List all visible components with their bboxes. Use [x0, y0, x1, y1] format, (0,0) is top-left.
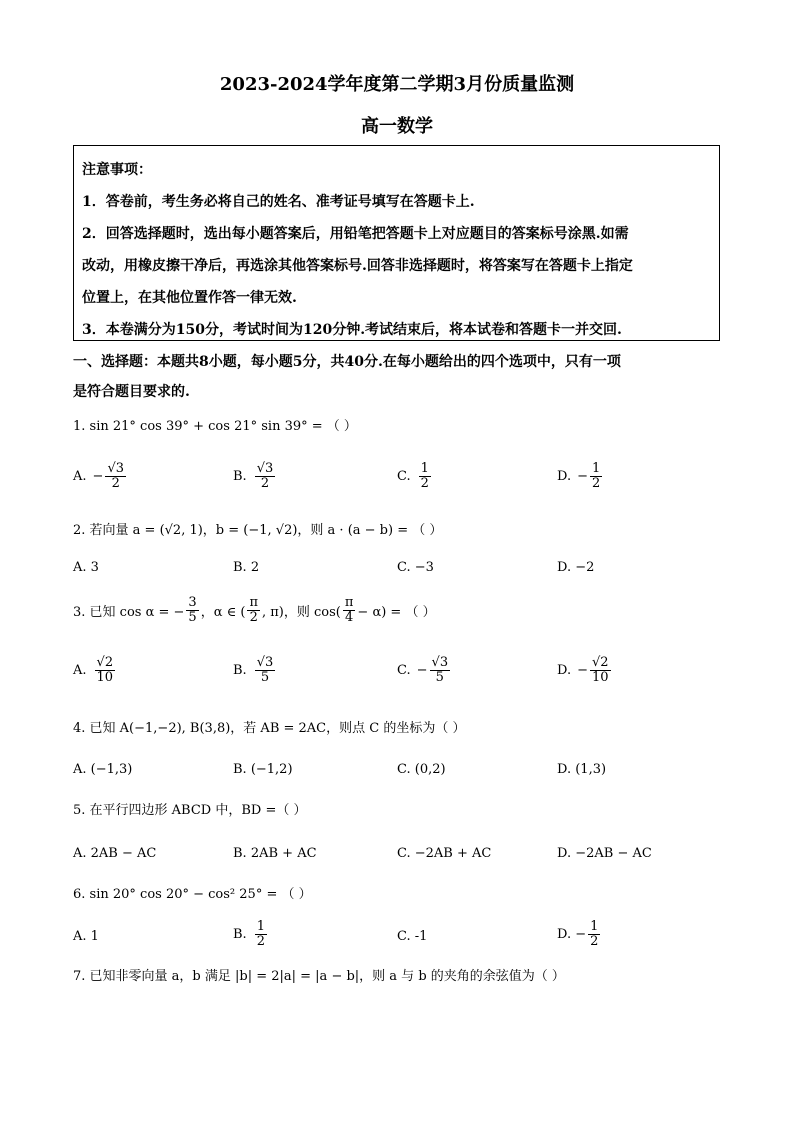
- q4-option-b: B. (−1,2): [233, 762, 293, 777]
- q6-option-d: D. − $\frac{1}{2}$: [557, 919, 599, 950]
- question-5: 5. 在平行四边形 ABCD 中，BD =（ ）: [73, 803, 307, 818]
- notice-item-1: 1．答卷前，考生务必将自己的姓名、准考证号填写在答题卡上.: [82, 194, 475, 210]
- q3-option-b: B. $\frac{√3}{5}$: [233, 655, 274, 686]
- q5-option-b: B. 2AB + AC: [233, 846, 317, 861]
- q3-option-c: C. − $\frac{√3}{5}$: [397, 655, 449, 686]
- section-1-line-2: 是符合题目要求的.: [73, 384, 190, 400]
- q2-option-a: A. 3: [73, 560, 99, 575]
- question-4: 4. 已知 A(−1,−2), B(3,8)，若 AB = 2AC，则点 C 的坐标为（ ）: [73, 721, 466, 736]
- question-3: 3. 已知 cos α = − $\frac{3}{5}$ ，α ∈ ( $\frac{\pi}{2}$ , π)，则 cos( $\frac{\pi}{4}$ − α) = （ ）: [73, 595, 436, 626]
- section-1-line-1: 一、选择题：本题共8小题，每小题5分，共40分.在每小题给出的四个选项中，只有一项: [73, 354, 621, 370]
- section-1-heading: [73, 347, 723, 407]
- q4-option-a: A. (−1,3): [73, 762, 133, 777]
- q3-option-a: A. $\frac{√2}{10}$: [73, 655, 114, 686]
- q1-option-c: C. $\frac{1}{2}$: [397, 461, 429, 492]
- q6-option-b: B. $\frac{1}{2}$: [233, 919, 265, 950]
- notice-item-2-end: 位置上，在其他位置作答一律无效.: [82, 290, 297, 306]
- q5-option-a: A. 2AB − AC: [73, 846, 157, 861]
- question-1: 1. sin 21° cos 39° + cos 21° sin 39° = （ ）: [73, 419, 357, 434]
- notice-item-2-cont: 改动，用橡皮擦干净后，再选涂其他答案标号.回答非选择题时，将答案写在答题卡上指定: [82, 258, 633, 274]
- q2-option-c: C. −3: [397, 560, 434, 575]
- q2-option-b: B. 2: [233, 560, 260, 575]
- q6-option-a: A. 1: [73, 929, 99, 944]
- notice-item-2: 2．回答选择题时，选出每小题答案后，用铅笔把答题卡上对应题目的答案标号涂黑.如需: [82, 226, 629, 242]
- question-6: 6. sin 20° cos 20° − cos² 25° = （ ）: [73, 887, 312, 902]
- q1-option-a: A. − $\frac{√3}{2}$: [73, 461, 124, 492]
- q2-option-d: D. −2: [557, 560, 595, 575]
- subject-title: 高一数学: [361, 116, 433, 137]
- q6-option-c: C. -1: [397, 929, 428, 944]
- question-7: 7. 已知非零向量 a，b 满足 |b| = 2|a| = |a − b|，则 a 与 b 的夹角的余弦值为（ ）: [73, 969, 565, 984]
- exam-title: 2023-2024学年度第二学期3月份质量监测: [219, 74, 575, 95]
- q5-option-c: C. −2AB + AC: [397, 846, 492, 861]
- q1-option-b: B. $\frac{√3}{2}$: [233, 461, 274, 492]
- question-2: 2. 若向量 a = (√2, 1)，b = (−1, √2)，则 a · (a − b) = （ ）: [73, 523, 443, 538]
- notice-heading: 注意事项：: [82, 162, 152, 178]
- q5-option-d: D. −2AB − AC: [557, 846, 652, 861]
- q4-option-c: C. (0,2): [397, 762, 446, 777]
- q1-option-d: D. − $\frac{1}{2}$: [557, 461, 601, 492]
- notice-box: [73, 145, 720, 341]
- q3-option-d: D. − $\frac{√2}{10}$: [557, 655, 609, 686]
- q4-option-d: D. (1,3): [557, 762, 607, 777]
- notice-item-3: 3．本卷满分为150分，考试时间为120分钟.考试结束后，将本试卷和答题卡一并交回.: [82, 322, 622, 338]
